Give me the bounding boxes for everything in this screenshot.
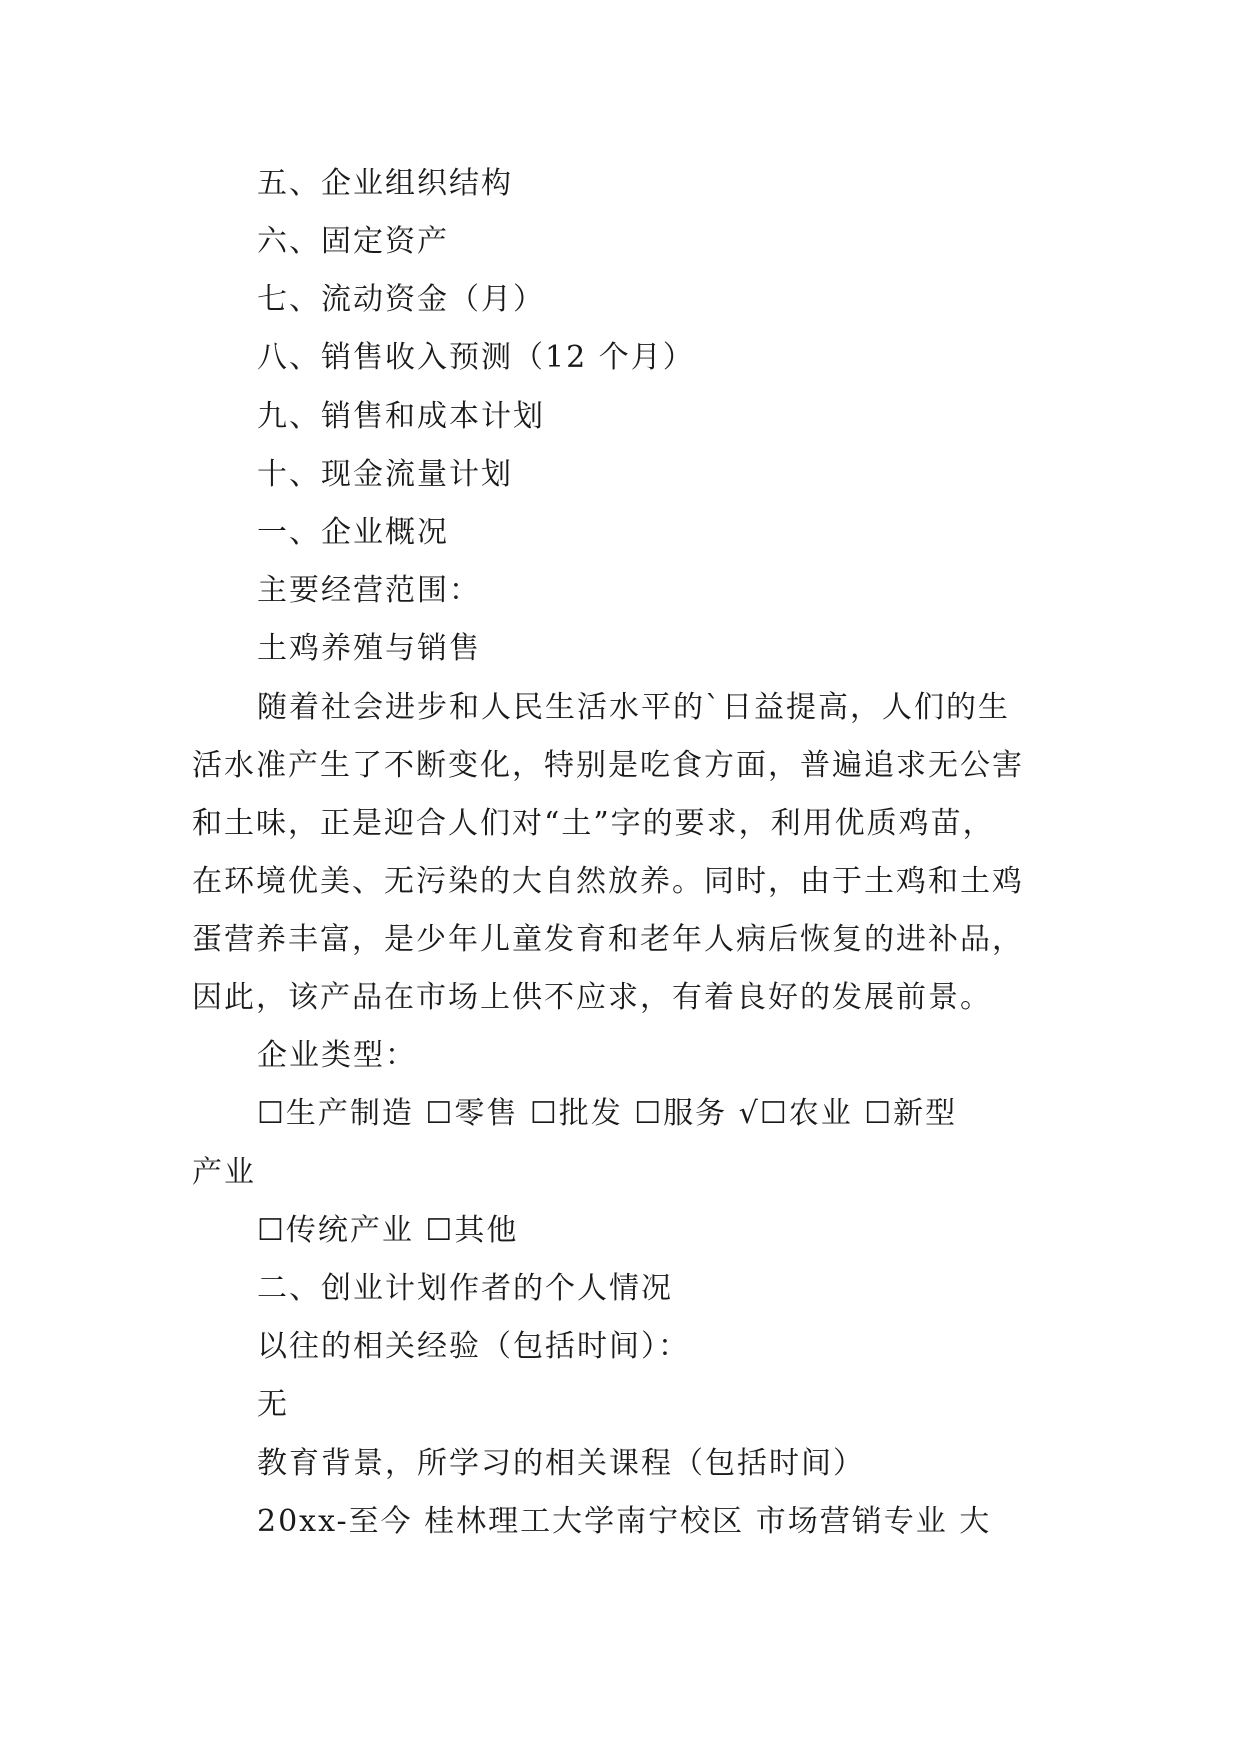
field-label: 主要经营范围： (257, 573, 481, 608)
checkbox-options: ☐传统产业 ☐其他 (257, 1213, 519, 1248)
field-label: 以往的相关经验（包括时间）： (257, 1329, 690, 1364)
field-value: 20xx-至今 桂林理工大学南宁校区 市场营销专业 大 (257, 1504, 992, 1539)
section-heading: 二、创业计划作者的个人情况 (257, 1271, 673, 1306)
field-label: 企业类型： (257, 1038, 417, 1073)
field-label: 教育背景，所学习的相关课程（包括时间） (257, 1446, 865, 1481)
toc-item: 六、固定资产 (257, 224, 449, 259)
toc-item: 五、企业组织结构 (257, 166, 513, 201)
checkbox-options: ☐生产制造 ☐零售 ☐批发 ☐服务 √☐农业 ☐新型 (257, 1096, 958, 1131)
checkbox-options: 产业 (192, 1155, 256, 1190)
field-value: 土鸡养殖与销售 (257, 631, 481, 666)
paragraph-line: 在环境优美、无污染的大自然放养。同时，由于土鸡和土鸡 (192, 864, 1024, 899)
paragraph-line: 和土味，正是迎合人们对“土”字的要求，利用优质鸡苗， (192, 806, 995, 841)
paragraph-line: 随着社会进步和人民生活水平的`日益提高，人们的生 (257, 690, 1010, 725)
toc-item: 十、现金流量计划 (257, 457, 513, 492)
paragraph-line: 活水准产生了不断变化，特别是吃食方面，普遍追求无公害 (192, 748, 1024, 783)
section-heading: 一、企业概况 (257, 515, 449, 550)
toc-item: 八、销售收入预测（12 个月） (257, 340, 695, 375)
paragraph-line: 因此，该产品在市场上供不应求，有着良好的发展前景。 (192, 980, 992, 1015)
field-value: 无 (257, 1387, 289, 1422)
toc-item: 七、流动资金（月） (257, 282, 545, 317)
paragraph-line: 蛋营养丰富，是少年儿童发育和老年人病后恢复的进补品， (192, 922, 1024, 957)
toc-item: 九、销售和成本计划 (257, 399, 545, 434)
